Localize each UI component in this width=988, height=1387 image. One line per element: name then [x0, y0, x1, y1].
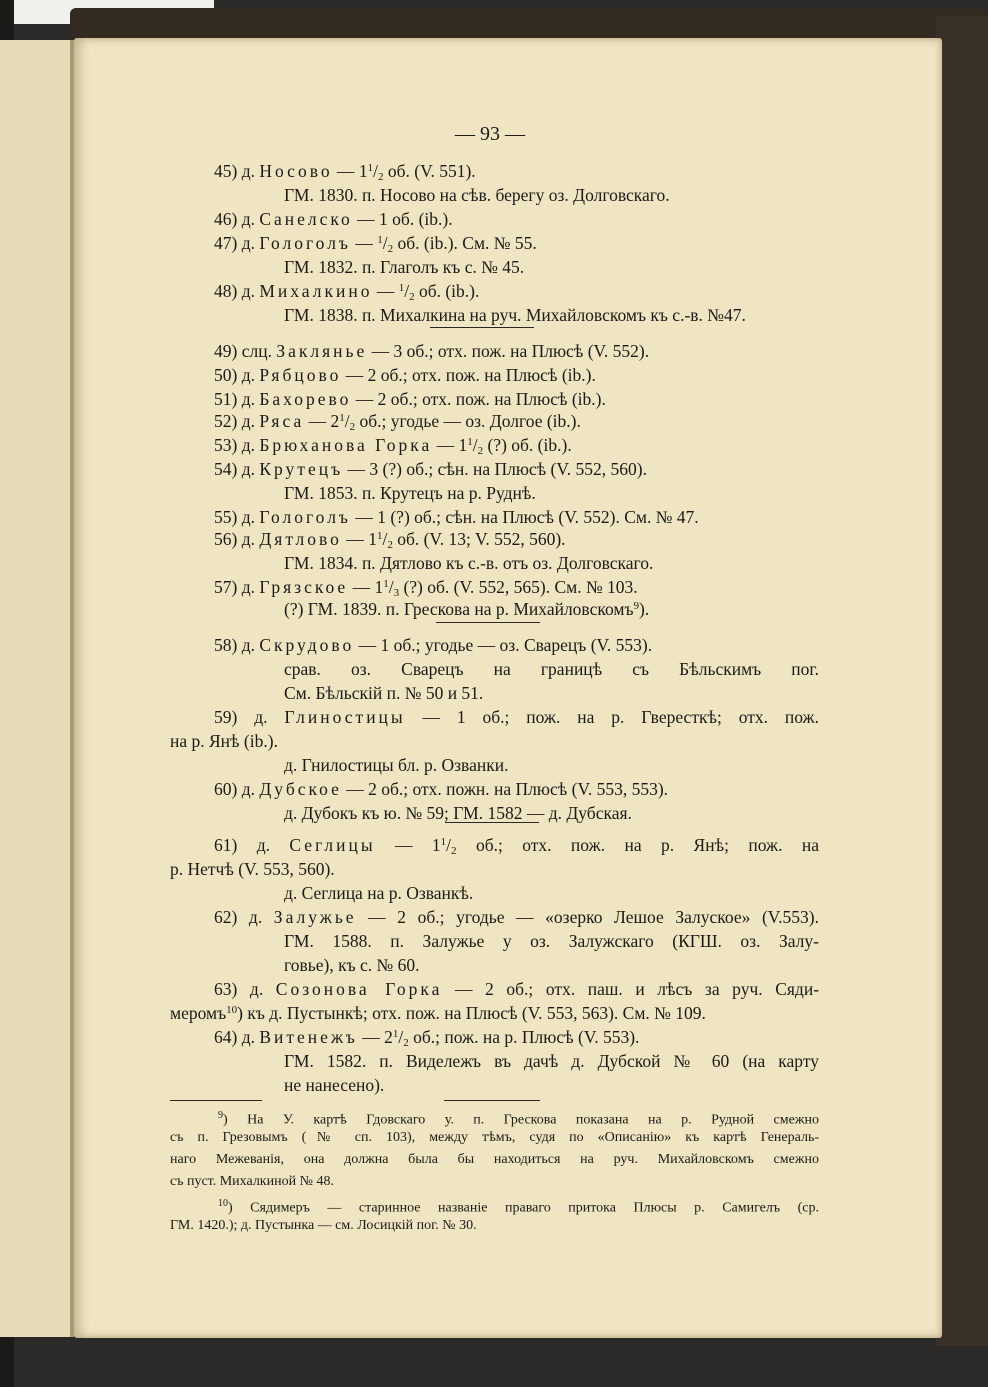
- settlement-name: Дятлово: [259, 529, 342, 549]
- note-text: ГМ. 1582. п. Видележъ въ дачѣ д. Дубской № 60 (на карту: [284, 1051, 819, 1071]
- entry-number: 60): [214, 779, 238, 799]
- note-text: д. Гнилостицы бл. р. Озванки.: [284, 755, 509, 775]
- entry-number: 54): [214, 459, 238, 479]
- entry-line: [214, 505, 699, 529]
- entry-text: — 2 об.; отх. пож. на Плюсѣ (ib.).: [355, 389, 606, 409]
- entry-note-line: [284, 1049, 819, 1073]
- note-text: (?) ГМ. 1839. п. Гресковa на р. Михайловскомъ: [284, 599, 634, 619]
- settlement-type: д.: [241, 577, 255, 597]
- entry-line: 53) д. Брюханова Горка — $1^1/_2$ (?) об. (ib.).: [214, 435, 572, 457]
- entry-line: 56) д. Дятлово — $1^1/_2$ об. (V. 13; V. 552, 560).: [214, 529, 566, 551]
- entry-number: 59): [214, 707, 238, 727]
- note-text: ГМ. 1832. п. Глаголъ къ с. № 45.: [284, 257, 525, 277]
- entry-text: — 2 об.; отх. паш. и лѣсъ за руч. Сяди-: [454, 979, 820, 999]
- entry-text: об.; пож. на р. Плюсѣ (V. 553).: [413, 1027, 640, 1047]
- entry-number: 50): [214, 365, 238, 385]
- settlement-name: Глиностицы: [284, 707, 406, 727]
- entry-line: [214, 207, 453, 231]
- household-count: 1: [458, 435, 468, 455]
- entry-note-line: [284, 551, 653, 575]
- fraction-numerator: 1: [377, 234, 383, 246]
- settlement-type: д.: [241, 365, 255, 385]
- section-rule: [444, 1100, 540, 1101]
- note-text: д. Дубокъ къ ю. № 59; ГМ. 1582 — д. Дубская.: [284, 803, 632, 823]
- settlement-type: д.: [248, 907, 263, 927]
- settlement-type: д.: [241, 529, 255, 549]
- entry-line: 48) д. Михалкино — $^1/_2$ об. (ib.).: [214, 281, 480, 303]
- settlement-name: Брюханова Горка: [259, 435, 433, 455]
- note-text: не нанесено).: [284, 1075, 385, 1095]
- settlement-name: Созонова Горка: [275, 979, 443, 999]
- settlement-name: Сеглицы: [289, 835, 376, 855]
- book-cover-right: [936, 16, 988, 1346]
- settlement-type: д.: [241, 411, 255, 431]
- footnote-line: [170, 1215, 477, 1237]
- entry-number: 58): [214, 635, 238, 655]
- settlement-name: Гологолъ: [259, 233, 351, 253]
- entry-number: 64): [214, 1027, 238, 1047]
- footnote-line: [218, 1105, 819, 1127]
- settlement-type: д.: [256, 835, 271, 855]
- settlement-type: д.: [241, 233, 255, 253]
- entry-note-line: [284, 681, 483, 705]
- footnote-ref: 9: [633, 600, 640, 612]
- footnote-mark: 9: [218, 1110, 223, 1121]
- entry-number: 56): [214, 529, 238, 549]
- entry-line: 57) д. Грязское — $1^1/_3$ (?) об. (V. 552, 565). См. № 103.: [214, 577, 638, 599]
- settlement-type: д.: [241, 161, 255, 181]
- settlement-name: Залужье: [273, 907, 357, 927]
- footnote-line: [170, 1127, 819, 1149]
- entry-note-line: [284, 1073, 384, 1097]
- entry-text: — 2 об.; отх. пожн. на Плюсѣ (V. 553, 553).: [346, 779, 669, 799]
- entry-number: 46): [214, 209, 238, 229]
- settlement-name: Грязское: [259, 577, 349, 597]
- entry-note-line: [170, 729, 278, 753]
- settlement-type: д.: [241, 459, 255, 479]
- footnote-line: [170, 1171, 334, 1193]
- entry-number: 52): [214, 411, 238, 431]
- note-text: меромъ: [170, 1003, 227, 1023]
- fraction-numerator: 1: [376, 530, 383, 542]
- household-count: 1: [431, 835, 441, 855]
- household-count: 1: [358, 161, 368, 181]
- settlement-type: д.: [241, 435, 255, 455]
- note-text: ГМ. 1834. п. Дятлово къ с.-в. отъ оз. Долговскаго.: [284, 553, 654, 573]
- section-rule: [445, 822, 539, 823]
- entry-note-line: [284, 303, 746, 327]
- note-text: говье), къ с. № 60.: [284, 955, 420, 975]
- entry-line: 61) д. Сеглицы — $1^1/_2$ об.; отх. пож. на р. Янѣ; пож. на: [214, 835, 820, 857]
- note-text: на р. Янѣ (ib.).: [170, 731, 278, 751]
- entry-number: 57): [214, 577, 238, 597]
- fraction-denominator: 2: [403, 1037, 409, 1049]
- footnote-text: съ пуст. Михалкиной № 48.: [170, 1174, 334, 1189]
- entry-note-line: [284, 929, 819, 953]
- footnote-text: ГМ. 1420.); д. Пустынка — см. Лосицкій пог. № 30.: [170, 1218, 477, 1233]
- entry-text: (?) об. (V. 552, 565). См. № 103.: [403, 577, 638, 597]
- fraction-numerator: 1: [383, 578, 389, 590]
- entry-note-line: [284, 657, 819, 681]
- settlement-type: слц.: [241, 341, 272, 361]
- entry-note-line: [284, 183, 670, 207]
- household-count: 1: [368, 529, 377, 549]
- entry-note-line: [284, 753, 508, 777]
- fraction-denominator: 2: [377, 171, 384, 183]
- settlement-name: Скрудово: [259, 635, 355, 655]
- note-text: срав. оз. Сварецъ на границѣ съ Бѣльскимъ пог.: [284, 659, 819, 679]
- note-text-tail: ).: [639, 599, 650, 619]
- settlement-name: Витенежъ: [259, 1027, 358, 1047]
- fraction-numerator: 1: [467, 436, 473, 448]
- entry-text: об. (ib.). См. № 55.: [397, 233, 537, 253]
- footnote-ref: 10: [226, 1004, 238, 1016]
- settlement-type: д.: [249, 979, 264, 999]
- entry-line: [214, 633, 652, 657]
- note-text: д. Сеглица на р. Озванкѣ.: [284, 883, 474, 903]
- note-text: ГМ. 1838. п. Михалкина на руч. Михайловскомъ къ с.-в. №47.: [284, 305, 746, 325]
- footnote-rule: [170, 1100, 262, 1101]
- entry-note-line: [284, 481, 536, 505]
- note-text: ГМ. 1853. п. Крутецъ на р. Руднѣ.: [284, 483, 536, 503]
- entry-text: об. (V. 551).: [387, 161, 476, 181]
- note-text: ГМ. 1830. п. Носово на сѣв. берегу оз. Долговскаго.: [284, 185, 670, 205]
- settlement-type: д.: [241, 779, 255, 799]
- settlement-name: Носово: [259, 161, 333, 181]
- entry-line: 52) д. Ряса — $2^1/_2$ об.; угодье — оз. Долгое (ib.).: [214, 411, 581, 433]
- settlement-name: Гологолъ: [259, 507, 351, 527]
- note-text: р. Нетчѣ (V. 553, 560).: [170, 859, 335, 879]
- entry-line: [214, 457, 647, 481]
- settlement-name: Дубское: [259, 779, 342, 799]
- settlement-name: Михалкино: [259, 281, 373, 301]
- entry-number: 45): [214, 161, 238, 181]
- entry-text: (?) об. (ib.).: [487, 435, 572, 455]
- fraction-numerator: 1: [398, 282, 405, 294]
- entry-line: 47) д. Гологолъ — $^1/_2$ об. (ib.). См. № 55.: [214, 233, 537, 255]
- entry-text: об.; отх. пож. на р. Янѣ; пож. на: [475, 835, 820, 855]
- entry-line: [214, 777, 668, 801]
- entry-number: 63): [214, 979, 238, 999]
- fraction-numerator: 1: [440, 836, 447, 848]
- entry-number: 55): [214, 507, 238, 527]
- entry-text: об.; угодье — оз. Долгое (ib.).: [359, 411, 581, 431]
- settlement-type: д.: [241, 389, 255, 409]
- facing-page-edge: [0, 40, 74, 1337]
- settlement-type: д.: [241, 635, 255, 655]
- fraction-denominator: 2: [477, 445, 484, 457]
- entry-text: — 2 об.; отх. пож. на Плюсѣ (ib.).: [345, 365, 596, 385]
- household-count: 1: [374, 577, 384, 597]
- settlement-name: Бахорево: [259, 389, 352, 409]
- section-rule: [436, 622, 540, 623]
- entry-text: об. (V. 13; V. 552, 560).: [397, 529, 566, 549]
- entry-text: — 1 (?) об.; сѣн. на Плюсѣ (V. 552). См. № 47.: [355, 507, 699, 527]
- entry-number: 62): [214, 907, 238, 927]
- entry-note-line: [170, 1001, 706, 1025]
- entry-number: 61): [214, 835, 238, 855]
- entry-note-line: [284, 597, 649, 621]
- fraction-numerator: 1: [367, 162, 374, 174]
- footnote-text: наго Межеванія, она должна была бы находиться на руч. Михайловскомъ смежно: [170, 1152, 819, 1167]
- page-number: — 93 —: [455, 123, 525, 145]
- entry-number: 51): [214, 389, 238, 409]
- settlement-name: Крутецъ: [259, 459, 344, 479]
- fraction-denominator: 2: [451, 845, 457, 857]
- entry-text: — 3 об.; отх. пож. на Плюсѣ (V. 552).: [371, 341, 650, 361]
- fraction-denominator: 2: [387, 539, 393, 551]
- footnote-line: [218, 1193, 819, 1215]
- entry-line: 45) д. Носово — $1^1/_2$ об. (V. 551).: [214, 161, 476, 183]
- entry-text: — 1 об.; угодье — оз. Сварецъ (V. 553).: [358, 635, 653, 655]
- settlement-type: д.: [241, 1027, 255, 1047]
- entry-line: [214, 363, 596, 387]
- settlement-type: д.: [241, 507, 255, 527]
- fraction-denominator: 2: [349, 421, 356, 433]
- settlement-name: Санелско: [259, 209, 353, 229]
- fraction-denominator: 2: [387, 243, 394, 255]
- entry-line: [214, 905, 819, 929]
- settlement-name: Ряса: [259, 411, 305, 431]
- entry-line: [214, 705, 819, 729]
- fraction-numerator: 1: [339, 412, 345, 424]
- footnote-mark: 10: [218, 1198, 228, 1209]
- entry-line: [214, 339, 649, 363]
- entry-text: — 2 об.; угодье — «озерко Лешое Залуское» (V.553).: [368, 907, 820, 927]
- entry-text: — 3 (?) об.; сѣн. на Плюсѣ (V. 552, 560).: [347, 459, 647, 479]
- fraction-denominator: 3: [393, 587, 400, 599]
- entry-line: [214, 387, 606, 411]
- entry-text: об. (ib.).: [418, 281, 480, 301]
- entry-line: [214, 977, 819, 1001]
- entry-number: 53): [214, 435, 238, 455]
- entry-note-line: [170, 857, 335, 881]
- footnote-text: съ п. Грезовымъ (№ сп. 103), между тѣмъ, судя по «Описанію» къ картѣ Генераль-: [170, 1130, 819, 1145]
- entry-note-line: [284, 953, 419, 977]
- entry-note-line: [284, 255, 524, 279]
- settlement-type: д.: [241, 281, 255, 301]
- note-text: ГМ. 1588. п. Залужье у оз. Залужскаго (КГШ. оз. Залу-: [284, 931, 819, 951]
- entry-number: 48): [214, 281, 238, 301]
- settlement-type: д.: [241, 209, 255, 229]
- footnote-text: ) На У. картѣ Гдовскаго у. п. Грескова показана на р. Рудной смежно: [223, 1112, 819, 1128]
- household-count: 2: [330, 411, 340, 431]
- settlement-name: Заклянье: [276, 341, 368, 361]
- section-rule: [430, 327, 534, 328]
- settlement-type: д.: [254, 707, 268, 727]
- entry-note-line: [284, 881, 473, 905]
- entry-text: — 1 об. (ib.).: [357, 209, 453, 229]
- entry-text: — 1 об.; пож. на р. Гвересткѣ; отх. пож.: [422, 707, 819, 727]
- footnote-line: [170, 1149, 819, 1171]
- entry-number: 49): [214, 341, 238, 361]
- note-text: См. Бѣльскій п. № 50 и 51.: [284, 683, 484, 703]
- footnote-text: ) Сядимеръ — старинное названіе праваго притока Плюсы р. Самигелъ (ср.: [228, 1200, 819, 1216]
- entry-line: 64) д. Витенежъ — $2^1/_2$ об.; пож. на р. Плюсѣ (V. 553).: [214, 1027, 640, 1049]
- entry-number: 47): [214, 233, 238, 253]
- note-text-tail: ) къ д. Пустынкѣ; отх. пож. на Плюсѣ (V. 553, 563). См. № 109.: [237, 1003, 706, 1023]
- household-count: 2: [384, 1027, 393, 1047]
- fraction-denominator: 2: [409, 291, 415, 303]
- fraction-numerator: 1: [392, 1028, 399, 1040]
- settlement-name: Рябцово: [259, 365, 342, 385]
